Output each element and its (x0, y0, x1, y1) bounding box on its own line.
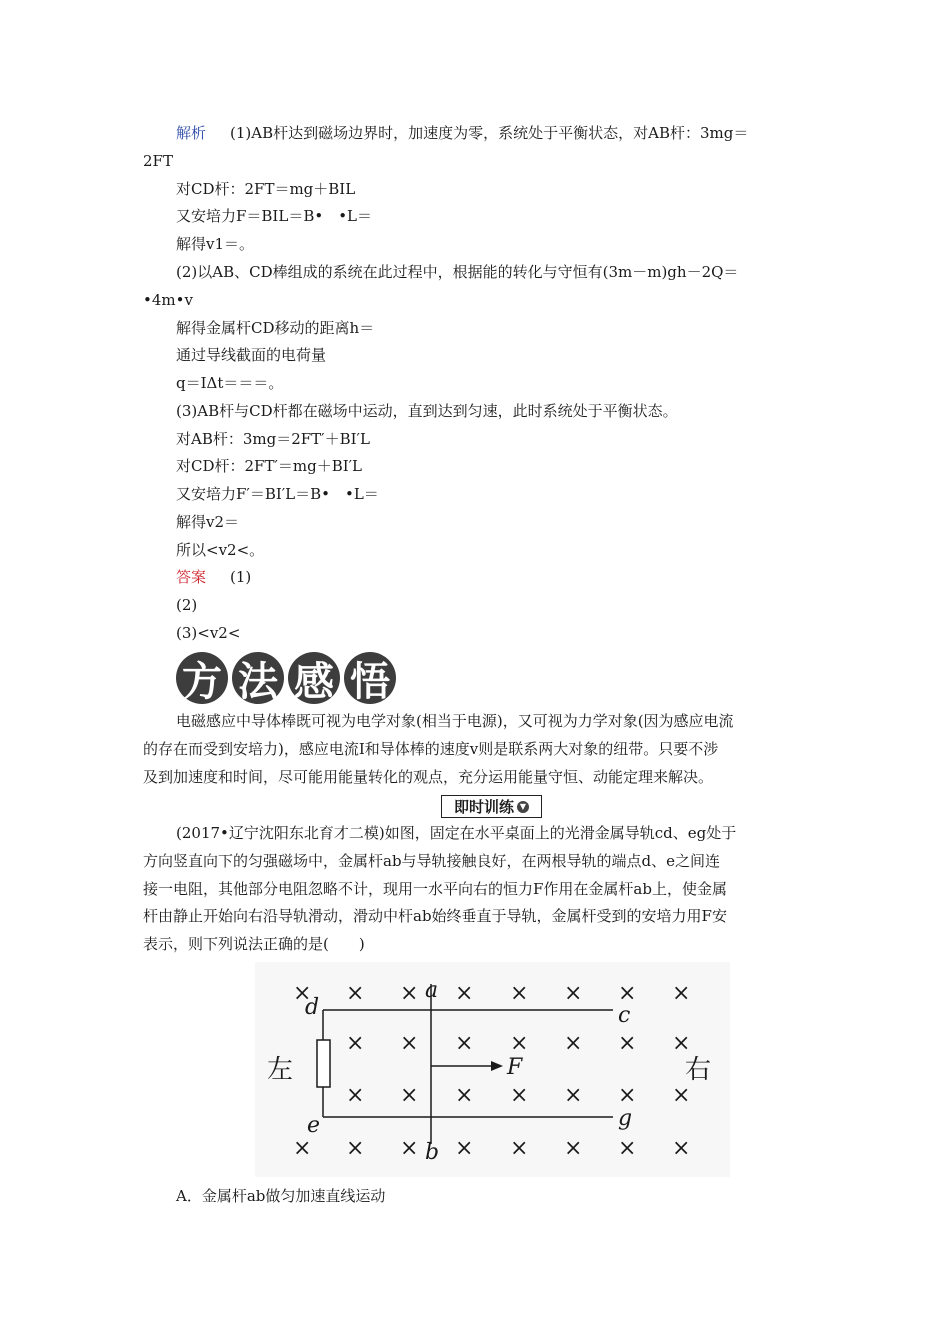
solution-line: •4m•v (143, 291, 193, 309)
field-cross: × (672, 1083, 691, 1108)
method-paragraph-line: 电磁感应中导体棒既可视为电学对象(相当于电源)，又可视为力学对象(因为感应电流 (176, 712, 734, 730)
solution-line: q＝IΔt＝＝＝。 (176, 374, 284, 392)
banner-char: 感 (288, 652, 340, 704)
solution-label: 解析 (176, 124, 207, 142)
field-cross: × (510, 1136, 529, 1161)
field-cross: × (672, 1031, 691, 1056)
label-b: b (425, 1140, 440, 1165)
label-a: a (425, 978, 439, 1003)
label-left: 左 (267, 1055, 294, 1085)
field-cross: × (618, 981, 637, 1006)
question-line: 表示，则下列说法正确的是( ) (143, 935, 365, 953)
field-cross: × (455, 981, 474, 1006)
question-line: 方向竖直向下的匀强磁场中，金属杆ab与导轨接触良好，在两根导轨的端点d、e之间连 (143, 852, 721, 870)
instant-training-label: 即时训练 (453, 798, 514, 816)
banner-char: 法 (232, 652, 284, 704)
field-cross: × (618, 1083, 637, 1108)
answer-line: (3)<v2< (176, 624, 241, 642)
solution-line: 对CD杆：2FT＝mg＋BIL (176, 180, 356, 198)
label-g: g (618, 1106, 633, 1131)
field-cross: × (564, 981, 583, 1006)
label-c: c (618, 1003, 631, 1028)
label-e: e (307, 1113, 321, 1138)
field-cross: × (400, 1083, 419, 1108)
instant-training-heading (441, 795, 542, 818)
resistor (317, 1040, 330, 1087)
field-cross: × (564, 1136, 583, 1161)
circuit-figure (255, 962, 730, 1177)
solution-line: 对CD杆：2FT′＝mg＋BI′L (176, 457, 363, 475)
solution-line: 所以<v2<。 (176, 541, 265, 559)
question-line: (2017•辽宁沈阳东北育才二模)如图，固定在水平桌面上的光滑金属导轨cd、eg处于 (176, 824, 737, 842)
method-paragraph-line: 的存在而受到安培力)，感应电流I和导体棒的速度v则是联系两大对象的纽带。只要不涉 (143, 740, 719, 758)
field-cross: × (400, 1031, 419, 1056)
field-cross: × (455, 1136, 474, 1161)
answer-line: (1) (230, 568, 252, 586)
field-cross: × (672, 981, 691, 1006)
field-cross: × (346, 1083, 365, 1108)
solution-line: 又安培力F＝BIL＝B• •L＝ (176, 207, 372, 225)
field-cross: × (564, 1083, 583, 1108)
field-cross: × (510, 981, 529, 1006)
solution-line: 又安培力F′＝BI′L＝B• •L＝ (176, 485, 379, 503)
down-triangle-icon: ▼ (517, 801, 529, 813)
solution-line: 解得v1＝。 (176, 235, 255, 253)
banner-char: 悟 (344, 652, 396, 704)
field-cross: × (293, 1136, 312, 1161)
solution-line: 通过导线截面的电荷量 (176, 346, 327, 364)
label-force: F (507, 1055, 523, 1080)
option-a: A．金属杆ab做匀加速直线运动 (176, 1187, 386, 1205)
field-cross: × (510, 1031, 529, 1056)
label-d: d (305, 995, 320, 1020)
solution-line: 解得金属杆CD移动的距离h＝ (176, 319, 375, 337)
method-insight-banner (176, 652, 396, 704)
solution-line: (2)以AB、CD棒组成的系统在此过程中，根据能的转化与守恒有(3m－m)gh－2Q＝ (176, 263, 739, 281)
banner-char: 方 (176, 652, 228, 704)
solution-line: (3)AB杆与CD杆都在磁场中运动，直到达到匀速，此时系统处于平衡状态。 (176, 402, 678, 420)
field-cross: × (510, 1083, 529, 1108)
question-line: 杆由静止开始向右沿导轨滑动，滑动中杆ab始终垂直于导轨，金属杆受到的安培力用F安 (143, 907, 727, 925)
field-cross: × (346, 1031, 365, 1056)
field-cross: × (618, 1031, 637, 1056)
field-cross: × (455, 1031, 474, 1056)
field-cross: × (293, 981, 312, 1006)
field-cross: × (618, 1136, 637, 1161)
question-line: 接一电阻，其他部分电阻忽略不计，现用一水平向右的恒力F作用在金属杆ab上，使金属 (143, 880, 727, 898)
field-cross: × (346, 1136, 365, 1161)
solution-line: (1)AB杆达到磁场边界时，加速度为零，系统处于平衡状态，对AB杆：3mg＝ (230, 124, 749, 142)
answer-line: (2) (176, 596, 198, 614)
field-cross: × (346, 981, 365, 1006)
field-cross: × (400, 1136, 419, 1161)
field-cross: × (564, 1031, 583, 1056)
solution-line: 对AB杆：3mg＝2FT′＋BI′L (176, 430, 370, 448)
solution-line: 解得v2＝ (176, 513, 240, 531)
answer-label: 答案 (176, 568, 207, 586)
method-paragraph-line: 及到加速度和时间，尽可能用能量转化的观点，充分运用能量守恒、动能定理来解决。 (143, 768, 714, 786)
field-cross: × (672, 1136, 691, 1161)
solution-line: 2FT (143, 152, 173, 170)
label-right: 右 (685, 1055, 712, 1085)
field-cross: × (455, 1083, 474, 1108)
field-cross: × (400, 981, 419, 1006)
